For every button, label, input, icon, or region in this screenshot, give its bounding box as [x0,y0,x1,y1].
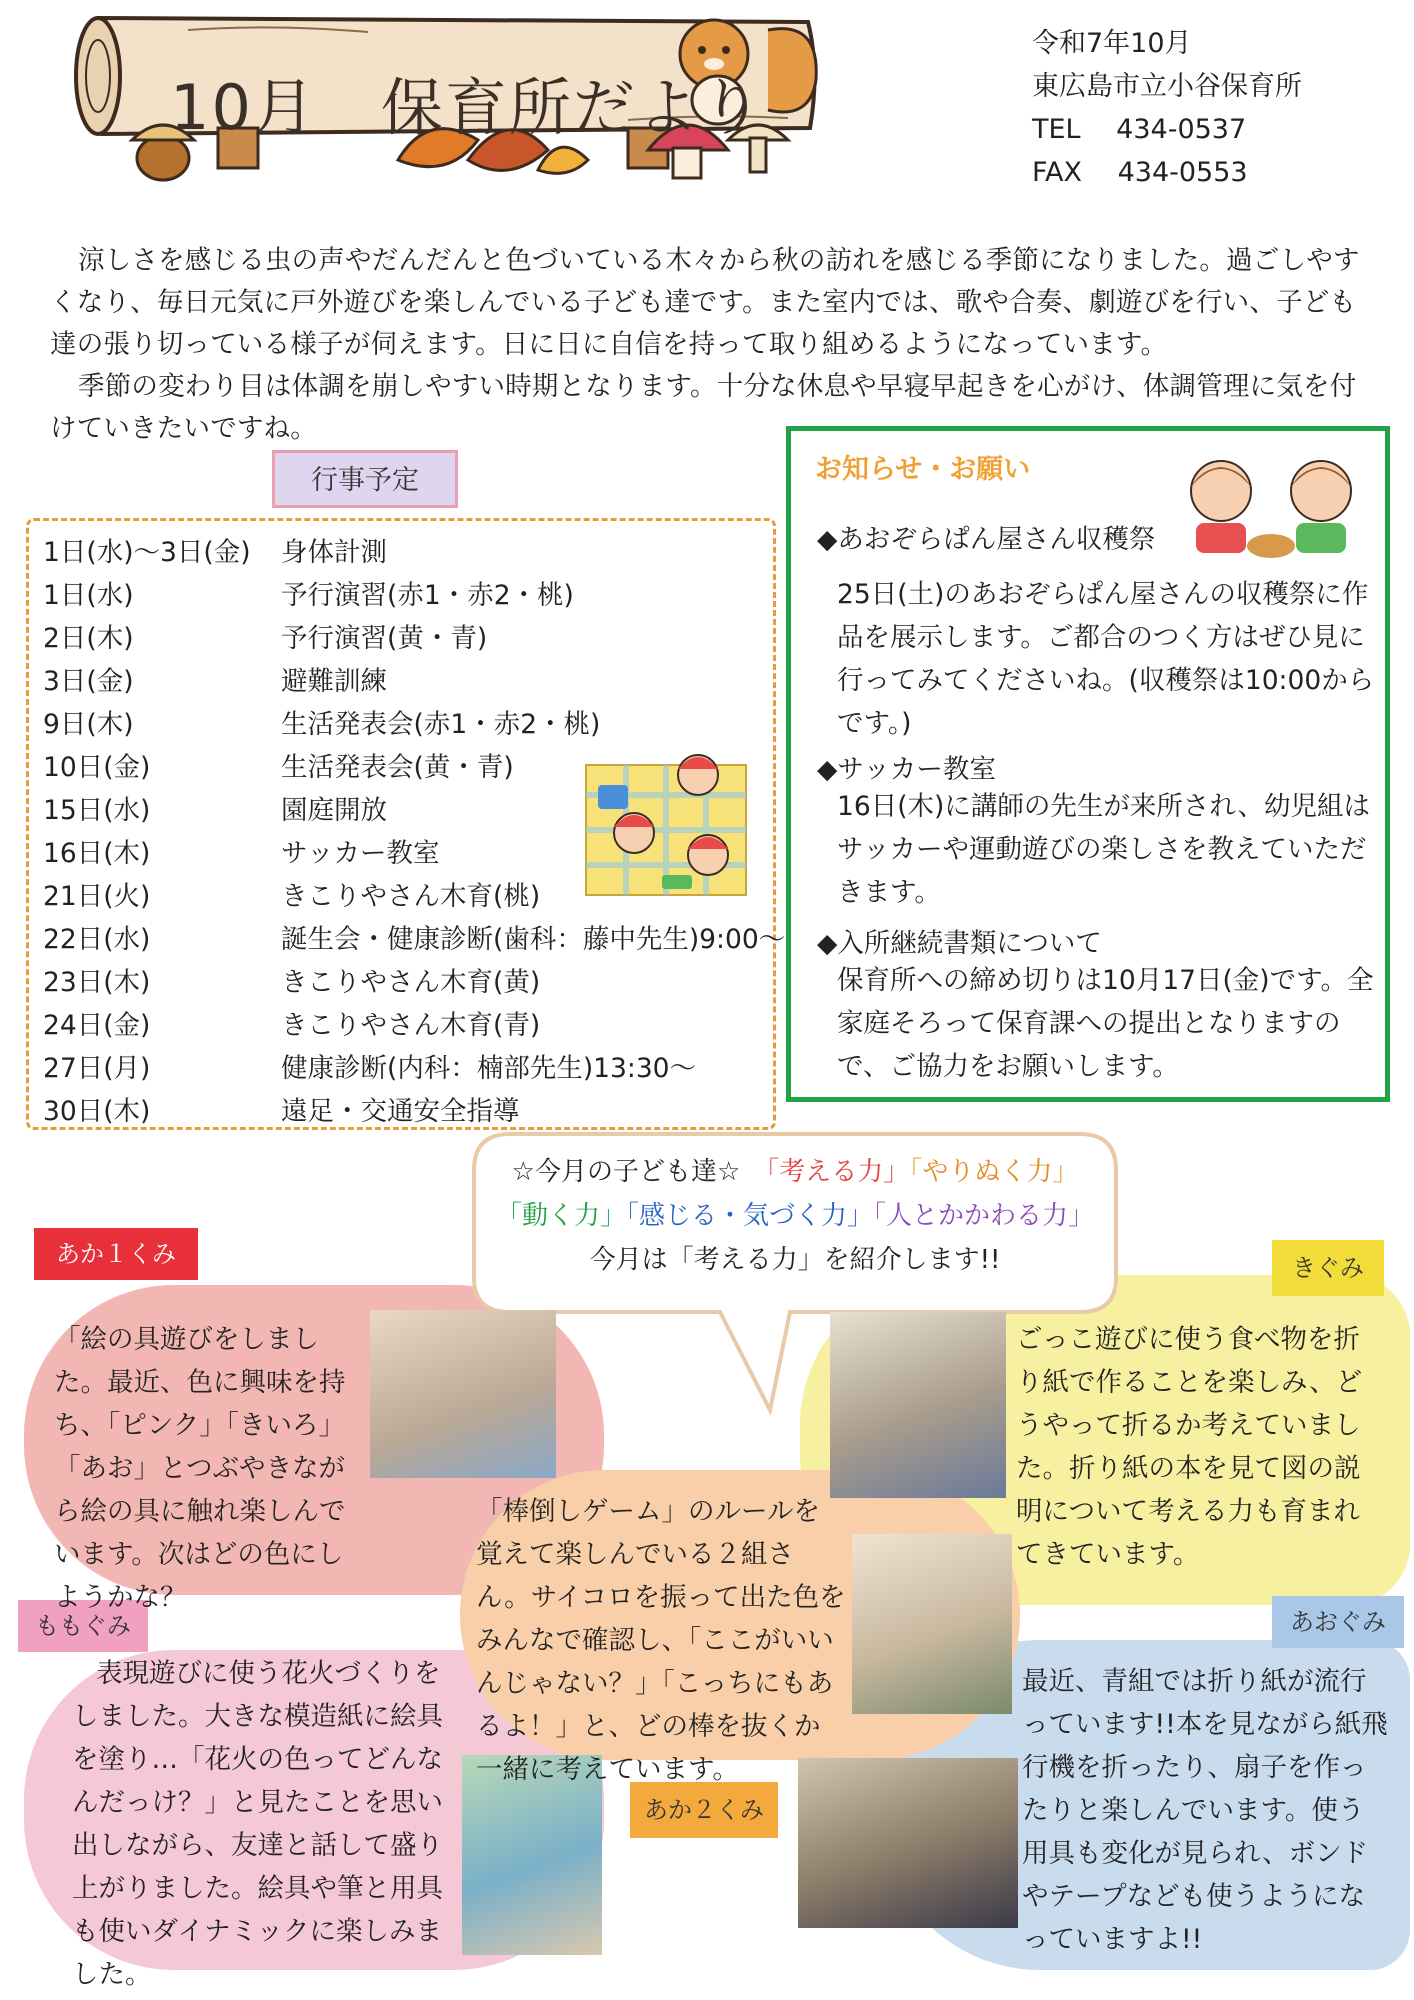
power-relating: 「人とかかわる力」 [873,1201,1095,1231]
event-text: 遠足・交通安全指導 [281,1096,520,1127]
event-date: 24日(金) [43,1010,151,1041]
ao-label: あおぐみ [1272,1596,1404,1648]
bubble-text [470,1150,1120,1282]
event-date: 23日(木) [43,967,151,998]
bubble-heading: ☆今月の子ども達☆ [511,1157,741,1187]
power-sensing: 「感じる・気づく力」 [625,1201,873,1231]
event-date: 16日(木) [43,838,151,869]
aka2-text: 「棒倒しゲーム」のルールを覚えて楽しんでいる２組さん。サイコロを振って出た色をみんなで確認し、「ここがいいんじゃない？」「こっちにもあるよ！」と、どの棒を抜くか一緒に考えています。 [476,1496,846,1785]
event-text: 予行演習(赤1・赤2・桃) [281,580,574,611]
aka2-photo [852,1534,1012,1714]
notice-heading: ◆入所継続書類について [817,928,1102,959]
event-text: 生活発表会(黄・青) [281,752,514,783]
event-text: 園庭開放 [281,795,387,826]
power-thinking: 「考える力」 [766,1157,910,1187]
event-date: 10日(金) [43,752,151,783]
event-date: 22日(水) [43,924,151,955]
event-date: 9日(木) [43,709,134,740]
bubble-line-3: 今月は「考える力」を紹介します!! [589,1245,1001,1275]
notice-title: お知らせ・お願い [815,454,1031,485]
issue-date: 令和7年10月 [1032,28,1192,59]
title-sign [68,10,820,182]
ki-label: きぐみ [1272,1240,1384,1296]
events-label: 行事予定 [272,450,458,508]
picnic-kids-illustration [578,735,754,905]
aka1-label: あか１くみ [34,1228,198,1280]
event-text: きこりやさん木育(黄) [281,967,541,998]
momo-text: 表現遊びに使う花火づくりをしました。大きな模造紙に絵具を塗り…「花火の色ってどんなんだっけ？」と見たことを思い出しながら、友達と話して盛り上がりました。絵具や筆と用具も使いダイナミックに楽しみました。 [72,1658,443,1990]
event-date: 2日(木) [43,623,134,654]
ao-text: 最近、青組では折り紙が流行っています!!本を見ながら紙飛行機を折ったり、扇子を作ったりと楽しんでいます。使う用具も変化が見られ、ボンドやテープなども使うようになっていますよ!! [1022,1666,1388,1955]
event-text: きこりやさん木育(青) [281,1010,541,1041]
intro-paragraph-1: 涼しさを感じる虫の声やだんだんと色づいている木々から秋の訪れを感じる季節になりました。過ごしやすくなり、毎日元気に戸外遊びを楽しんでいる子ども達です。また室内では、歌や合奏、劇遊びを行い、子ども達の張り切っている様子が伺えます。日に日に自信を持って取り組めるようになっています。 [50,245,1360,360]
ki-text: ごっこ遊びに使う食べ物を折り紙で作ることを楽しみ、どうやって折るか考えていました。折り紙の本を見て図の説明について考える力も育まれてきています。 [1016,1324,1363,1570]
telephone: TEL 434-0537 [1032,114,1247,145]
page-title: 10月 保育所だより [170,71,765,144]
event-date: 1日(水)～3日(金) [43,537,251,568]
notice-box [786,426,1390,1102]
notice-body: 保育所への締め切りは10月17日(金)です。全家庭そろって保育課への提出となりますので、ご協力をお願いします。 [837,965,1374,1082]
event-text: 避難訓練 [281,666,387,697]
event-text: 身体計測 [281,537,387,568]
event-text: 生活発表会(赤1・赤2・桃) [281,709,601,740]
event-date: 15日(水) [43,795,151,826]
momo-label: ももぐみ [18,1600,148,1652]
bubble-line-2 [470,1194,1120,1238]
event-date: 21日(火) [43,881,151,912]
fax: FAX 434-0553 [1032,157,1248,188]
notice-heading: ◆あおぞらぱん屋さん収穫祭 [817,524,1156,555]
event-date: 30日(木) [43,1096,151,1127]
power-moving: 「動く力」 [495,1201,626,1231]
event-date: 3日(金) [43,666,134,697]
intro-text [50,240,1380,450]
header-info [1032,22,1402,194]
kids-baking-illustration [1171,451,1371,561]
notice-heading: ◆サッカー教室 [817,754,996,785]
power-perseverance: 「やりぬく力」 [909,1157,1079,1187]
event-text: 誕生会・健康診断(歯科：藤中先生)9:00～ [281,924,786,955]
event-text: きこりやさん木育(桃) [281,881,541,912]
event-date: 1日(水) [43,580,134,611]
aka1-photo [370,1310,556,1478]
notice-body: 16日(木)に講師の先生が来所され、幼児組はサッカーや運動遊びの楽しさを教えていただきます。 [837,791,1370,908]
organization-name: 東広島市立小谷保育所 [1032,71,1302,102]
intro-paragraph-2: 季節の変わり目は体調を崩しやすい時期となります。十分な休息や早寝早起きを心がけ、体調管理に気を付けていきたいですね。 [50,371,1357,444]
event-text: 予行演習(黄・青) [281,623,488,654]
aka1-text: 「絵の具遊びをしました。最近、色に興味を持ち、「ピンク」「きいろ」「あお」とつぶやきながら絵の具に触れ楽しんでいます。次はどの色にしようかな？ [54,1324,346,1613]
event-text: 健康診断(内科：楠部先生)13:30～ [281,1053,697,1084]
aka2-label: あか２くみ [630,1782,778,1838]
ki-photo [830,1312,1006,1498]
event-text: サッカー教室 [281,838,440,869]
bubble-line-1 [470,1150,1120,1194]
notice-body: 25日(土)のあおぞらぱん屋さんの収穫祭に作品を展示します。ご都合のつく方はぜひ見に行ってみてくださいね。(収穫祭は10:00からです。) [837,579,1375,739]
event-date: 27日(月) [43,1053,151,1084]
